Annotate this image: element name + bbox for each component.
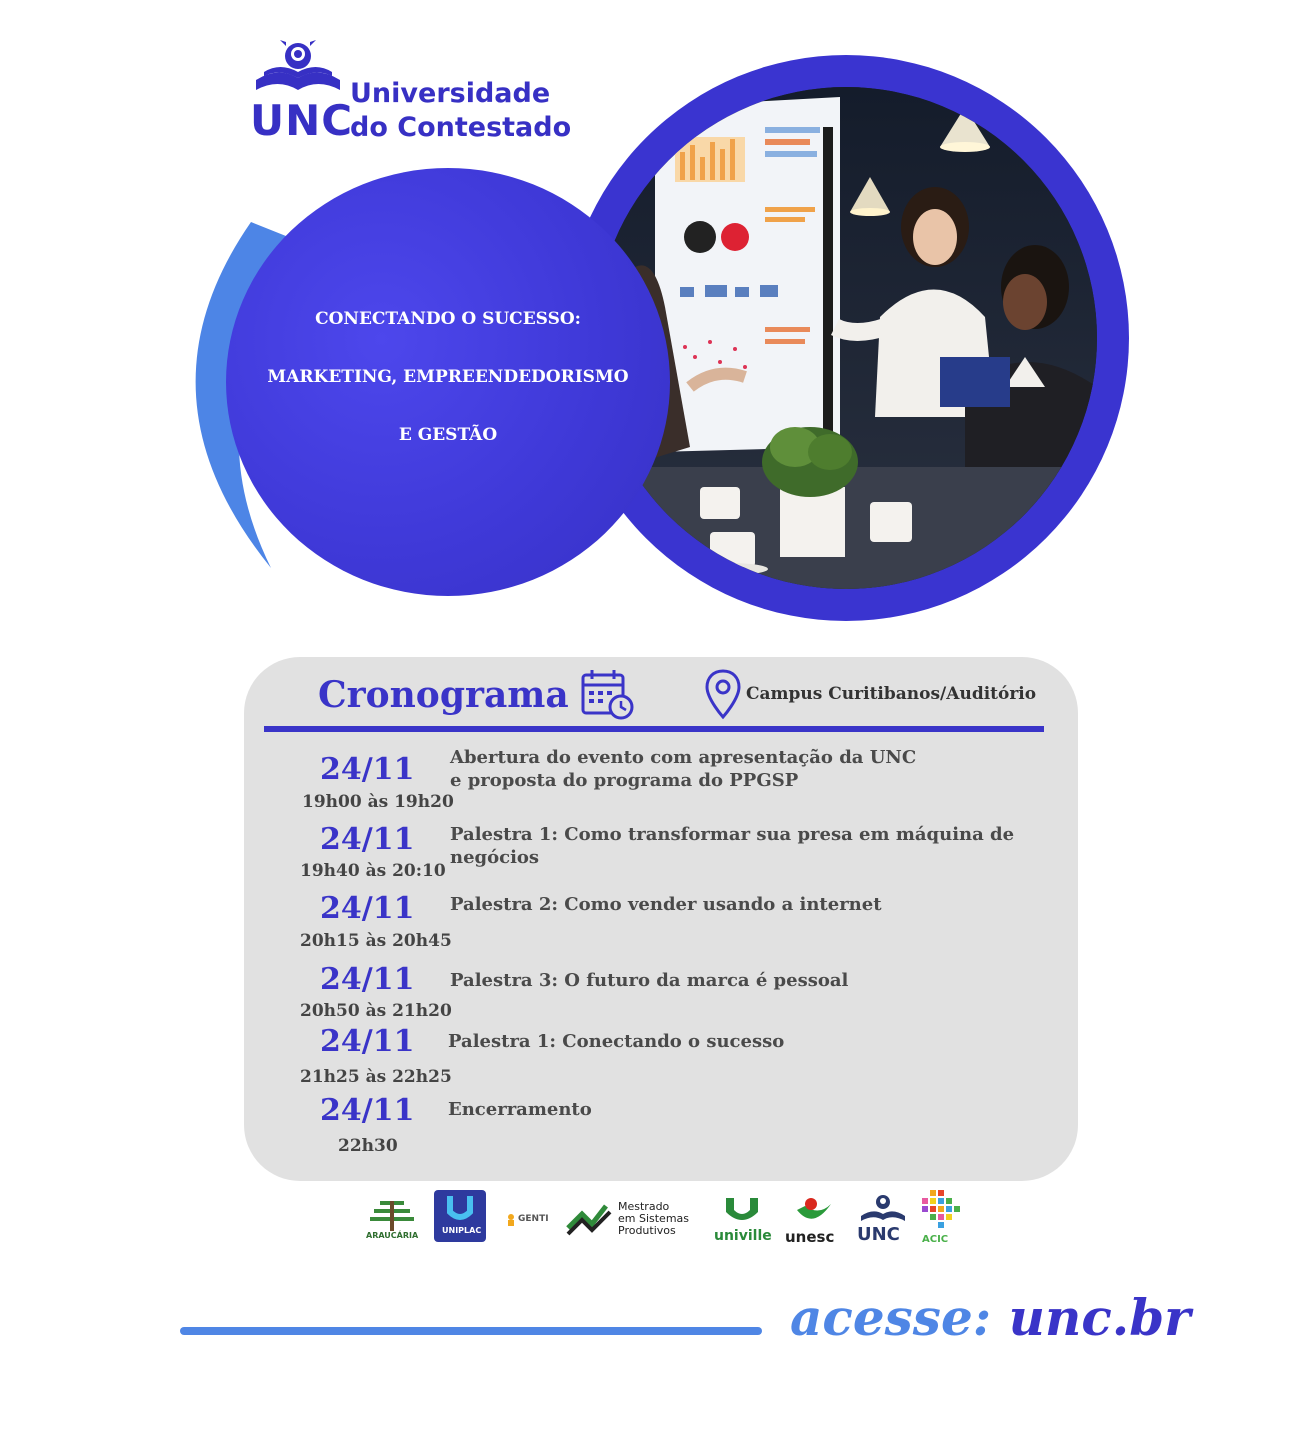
uniplac-label: UNIPLAC — [442, 1226, 482, 1235]
event-5-date: 24/11 — [320, 1024, 415, 1059]
brand-acronym: UNC — [250, 96, 354, 145]
araucaria-label: ARAUCÁRIA — [366, 1231, 419, 1240]
araucaria-tree-icon — [366, 1197, 418, 1231]
hero-photo — [595, 87, 1097, 589]
event-2-date: 24/11 — [320, 822, 415, 857]
partner-mestrado-logo — [566, 1198, 702, 1240]
mestrado-chart-icon — [566, 1198, 614, 1238]
event-4-date: 24/11 — [320, 962, 415, 997]
event-4-time: 20h50 às 21h20 — [300, 1001, 452, 1021]
event-1-desc-line2: e proposta do programa do PPGSP — [450, 770, 799, 791]
event-5-desc-line1: Palestra 1: Conectando o sucesso — [448, 1031, 785, 1052]
footer-rule — [180, 1327, 762, 1335]
genti-figure-icon — [506, 1214, 516, 1226]
event-3-date: 24/11 — [320, 891, 415, 926]
calendar-icon — [580, 667, 636, 721]
event-2-desc-line2: negócios — [450, 847, 540, 868]
mestrado-label-line1: Mestrado — [618, 1200, 670, 1213]
mestrado-label-line3: Produtivos — [618, 1224, 676, 1237]
event-2-time: 19h40 às 20:10 — [300, 861, 446, 881]
hero-title — [246, 290, 650, 464]
partner-unesc-logo — [783, 1196, 843, 1248]
hero-title-line3: E GESTÃO — [398, 425, 498, 445]
unesc-label: unesc — [785, 1228, 835, 1246]
partner-araucaria-logo — [366, 1197, 418, 1243]
footer-label: acesse: — [790, 1288, 992, 1347]
hero-title-line2: MARKETING, EMPREENDEDORISMO — [267, 367, 629, 387]
unc-partner-label: UNC — [857, 1224, 900, 1245]
unc-small-icon — [855, 1194, 911, 1224]
event-6-date: 24/11 — [320, 1093, 415, 1128]
univille-label: univille — [714, 1228, 772, 1244]
schedule-location: Campus Curitibanos/Auditório — [746, 684, 1037, 704]
hero-title-line1: CONECTANDO O SUCESSO: — [315, 309, 581, 329]
brand-name-line2: do Contestado — [350, 112, 572, 143]
footer-website[interactable] — [790, 1288, 1191, 1347]
partner-unc-logo — [855, 1194, 911, 1246]
footer-url[interactable]: unc.br — [1008, 1288, 1191, 1347]
event-6-desc-line1: Encerramento — [448, 1099, 592, 1120]
partner-genti-logo — [506, 1212, 556, 1228]
event-3-time: 20h15 às 20h45 — [300, 931, 452, 951]
unesc-swoosh-icon — [783, 1196, 843, 1226]
acic-label: ACIC — [922, 1234, 949, 1245]
schedule-divider — [264, 726, 1044, 732]
event-1-date: 24/11 — [320, 752, 415, 787]
acic-dots-icon — [918, 1188, 974, 1232]
univille-leaf-icon — [712, 1196, 772, 1226]
event-1-time: 19h00 às 19h20 — [302, 792, 454, 812]
brand-name-line1: Universidade — [350, 78, 551, 109]
event-2-desc-line1: Palestra 1: Como transformar sua presa em máquina de — [450, 824, 1015, 845]
partner-uniplac-logo — [434, 1190, 486, 1242]
partner-univille-logo — [712, 1196, 772, 1248]
event-1-desc-line1: Abertura do evento com apresentação da UNC — [450, 747, 917, 768]
event-3-desc-line1: Palestra 2: Como vender usando a internet — [450, 894, 882, 915]
genti-label: GENTI — [518, 1214, 549, 1224]
event-6-time: 22h30 — [338, 1136, 398, 1156]
event-5-time: 21h25 às 22h25 — [300, 1067, 452, 1087]
schedule-title: Cronograma — [318, 674, 569, 716]
mestrado-label-line2: em Sistemas — [618, 1212, 690, 1225]
location-pin-icon — [704, 668, 742, 720]
uniplac-u-icon — [434, 1190, 486, 1224]
meeting-photo-illustration — [595, 87, 1097, 589]
event-4-desc-line1: Palestra 3: O futuro da marca é pessoal — [450, 970, 849, 991]
unc-logo[interactable] — [250, 40, 590, 145]
unc-book-icon — [250, 40, 346, 100]
partner-acic-logo — [918, 1188, 976, 1250]
